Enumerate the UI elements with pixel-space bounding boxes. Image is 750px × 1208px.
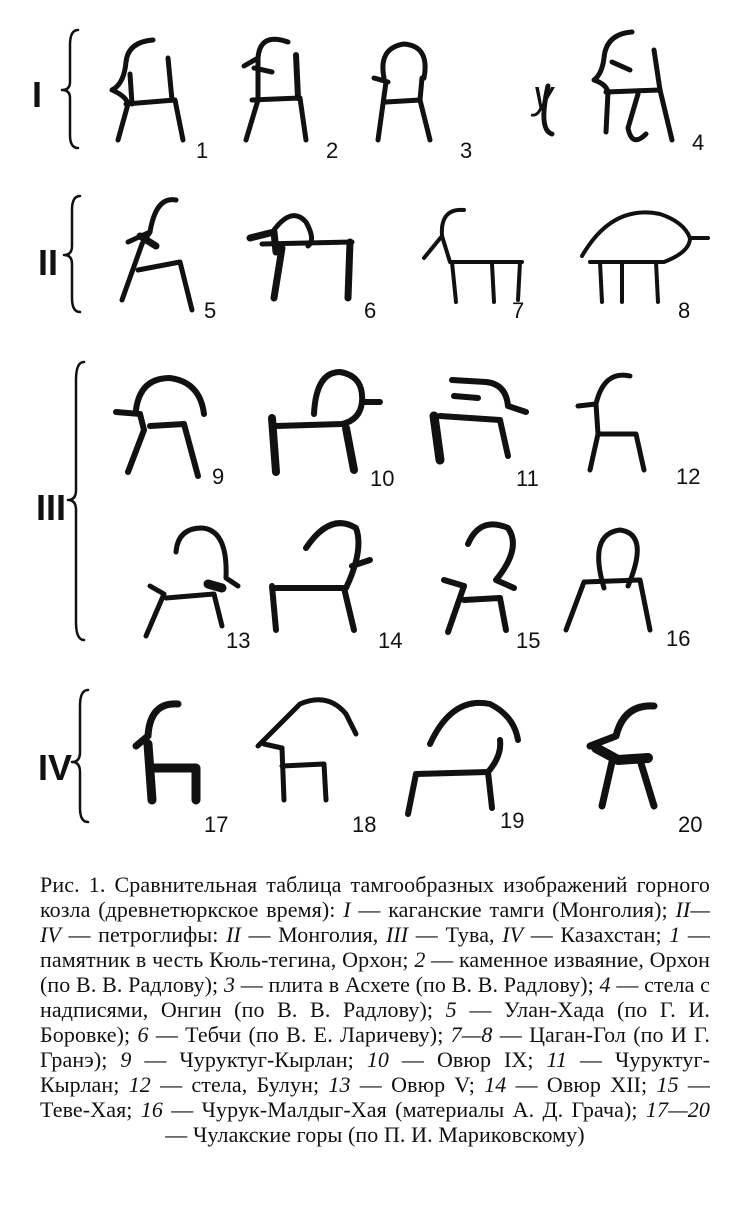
petroglyph-12 — [578, 375, 644, 470]
item-number: 20 — [678, 812, 703, 837]
petroglyph-17 — [136, 704, 196, 800]
item-number: 11 — [516, 466, 539, 491]
caption-entry-text: — стела с надписями, Онгин (по В. В. Радлову); — [40, 972, 710, 1022]
item-number: 18 — [352, 812, 377, 837]
tamga-1 — [112, 40, 183, 140]
petroglyph-10 — [272, 372, 380, 472]
caption-entry-text: — Цаган-Гол (по И Г. Гранэ); — [40, 1022, 710, 1072]
caption-entry-ref: 5 — [445, 997, 457, 1022]
caption-entry-text: — Монголия, — [240, 922, 386, 947]
caption-entry-text: — Овюр IX; — [389, 1047, 547, 1072]
caption-entry-ref: 9 — [120, 1047, 132, 1072]
caption-entry — [367, 1047, 547, 1072]
petroglyph-14 — [272, 523, 370, 630]
caption-entry-text: — Овюр V; — [350, 1072, 485, 1097]
caption-entry-text: — Чурук-Малдыг-Хая (материалы А. Д. Грача); — [162, 1097, 646, 1122]
group-label-IV: IV — [38, 747, 73, 788]
petroglyph-20 — [590, 706, 654, 806]
caption-entry-ref: 1 — [669, 922, 681, 947]
tamga-2 — [244, 39, 306, 140]
item-number: 15 — [516, 628, 541, 653]
petroglyph-16 — [566, 530, 650, 630]
caption-entry-ref: 11 — [546, 1047, 568, 1072]
item-number: 2 — [326, 138, 339, 163]
caption-entry-ref: II—IV — [40, 897, 710, 947]
caption-entry-ref: II — [226, 922, 241, 947]
item-number: 14 — [378, 628, 403, 653]
petroglyph-13 — [146, 528, 238, 636]
caption-entry-ref: 7—8 — [450, 1022, 493, 1047]
item-number: 10 — [370, 466, 395, 491]
caption-entry — [138, 1022, 451, 1047]
item-number: 17 — [204, 812, 229, 837]
caption-entry-text: — Чулакские горы (по П. И. Мариковскому) — [165, 1122, 585, 1147]
caption-entry — [120, 1047, 366, 1072]
caption-entry-text: — памятник в честь Кюль-тегина, Орхон; — [40, 922, 711, 972]
group-label-III: III — [36, 487, 67, 528]
caption-entry — [502, 922, 669, 947]
caption-entry-ref: 10 — [366, 1047, 390, 1072]
petroglyph-9 — [116, 378, 204, 476]
brace-II — [64, 196, 80, 312]
group-label-I: I — [32, 74, 43, 115]
caption-entry-text: — Улан-Хада (по Г. И. Боровке); — [40, 997, 710, 1047]
caption-entry — [386, 922, 502, 947]
caption-entry-text: — Чуруктуг-Кырлан; — [131, 1047, 367, 1072]
caption-entry-ref: 16 — [140, 1097, 163, 1122]
caption-entry-text: — Овюр XII; — [506, 1072, 657, 1097]
caption-entry-ref: 2 — [414, 947, 426, 972]
caption-entry-text: — Теве-Хая; — [40, 1072, 710, 1122]
caption-entry — [129, 1072, 329, 1097]
caption-entry — [224, 972, 600, 997]
figure-caption — [40, 872, 710, 1147]
caption-entry-ref: 15 — [656, 1072, 679, 1097]
caption-entry-text: — каменное изваяние, Орхон (по В. В. Радлову); — [40, 947, 711, 997]
brace-IV — [72, 690, 88, 822]
petroglyph-8 — [582, 212, 708, 302]
item-number: 7 — [512, 298, 525, 323]
caption-entry — [484, 1072, 656, 1097]
item-number: 19 — [500, 808, 525, 833]
item-number: 3 — [460, 138, 473, 163]
caption-entry-ref: 6 — [137, 1022, 149, 1047]
item-number: 1 — [196, 138, 209, 163]
caption-entry-ref: 14 — [484, 1072, 507, 1097]
tamga-4 — [594, 32, 672, 140]
caption-entry-text: — Тебчи (по В. Е. Ларичеву); — [148, 1022, 451, 1047]
caption-entry-ref: 13 — [328, 1072, 351, 1097]
caption-entry-text: — каганские тамги (Монголия); — [350, 897, 676, 922]
caption-entry-ref: 4 — [599, 972, 611, 997]
caption-entry-text: — Казахстан; — [523, 922, 670, 947]
tamga-3 — [374, 44, 430, 140]
brace-III — [68, 362, 84, 640]
petroglyph-15 — [444, 524, 514, 632]
caption-entry-ref: I — [343, 897, 351, 922]
caption-entry-ref: 12 — [128, 1072, 151, 1097]
caption-entry — [328, 1072, 484, 1097]
caption-entry — [141, 1097, 646, 1122]
caption-entry-ref: III — [385, 922, 409, 947]
item-number: 13 — [226, 628, 251, 653]
item-number: 5 — [204, 298, 217, 323]
item-number: 4 — [692, 130, 705, 155]
group-label-II: II — [38, 242, 59, 283]
petroglyph-5 — [122, 200, 192, 310]
caption-entry-text: — стела, Булун; — [150, 1072, 329, 1097]
caption-entry-ref: IV — [502, 922, 524, 947]
caption-entry-text: — Тува, — [408, 922, 503, 947]
item-number: 9 — [212, 464, 225, 489]
caption-title: Сравнительная таблица тамгообразных изображений горного козла (древнетюркское время): — [40, 872, 710, 922]
item-number: 12 — [676, 464, 701, 489]
item-number: 6 — [364, 298, 377, 323]
item-number: 16 — [666, 626, 691, 651]
petroglyph-19 — [408, 703, 518, 814]
petroglyph-18 — [258, 700, 356, 800]
caption-entry-ref: 17—20 — [645, 1097, 710, 1122]
caption-entry-text: — плита в Асхете (по В. В. Радлову); — [235, 972, 600, 997]
brace-I — [62, 30, 78, 148]
caption-entry-ref: 3 — [223, 972, 236, 997]
tamga-4-extra-mark: у — [533, 73, 553, 117]
petroglyph-11 — [434, 380, 526, 460]
caption-entry — [343, 897, 675, 922]
caption-entry — [226, 922, 386, 947]
caption-entry-text: — петроглифы: — [60, 922, 227, 947]
petroglyph-6 — [250, 216, 352, 298]
caption-label: Рис. 1. — [40, 872, 106, 897]
petroglyph-7 — [424, 210, 522, 302]
caption-entry-text: — Чуруктуг-Кырлан; — [40, 1047, 711, 1097]
item-number: 8 — [678, 298, 691, 323]
